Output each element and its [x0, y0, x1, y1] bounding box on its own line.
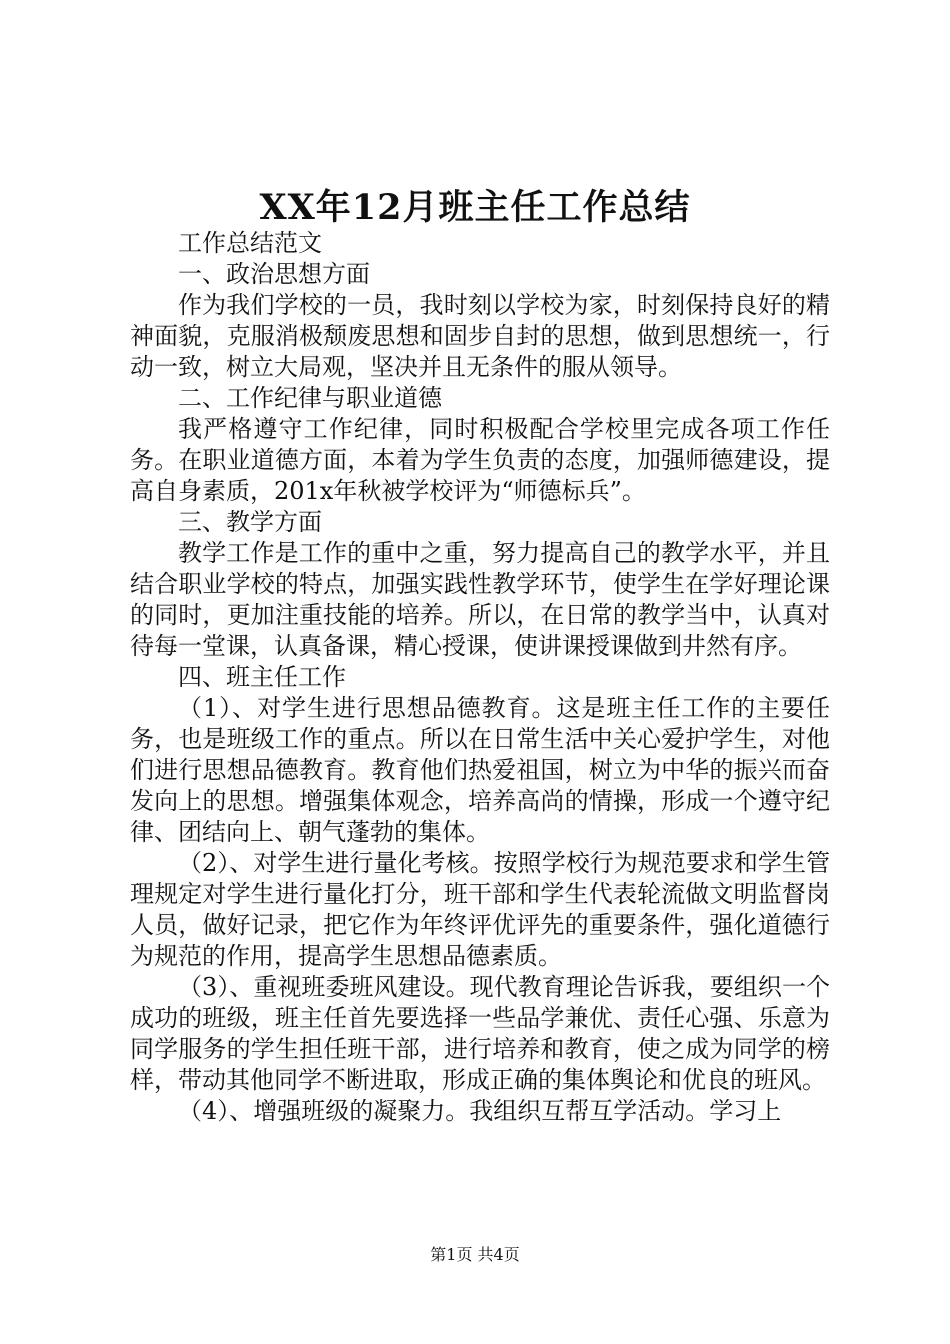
paragraph-politics: 作为我们学校的一员，我时刻以学校为家，时刻保持良好的精神面貌，克服消极颓废思想和固步自封的思想，做到思想统一，行动一致，树立大局观，坚决并且无条件的服从领导。	[130, 291, 830, 381]
paragraph-teaching: 教学工作是工作的重中之重，努力提高自己的教学水平，并且结合职业学校的特点，加强实践性教学环节，使学生在学好理论课的同时，更加注重技能的培养。所以，在日常的教学当中，认真对待每一堂课，认真备课，精心授课，使讲课授课做到井然有序。	[130, 539, 830, 660]
section-heading-discipline: 二、工作纪律与职业道德	[178, 384, 442, 412]
paragraph-item-3: （3）、重视班委班风建设。现代教育理论告诉我，要组织一个成功的班级，班主任首先要选择一些品学兼优、责任心强、乐意为同学服务的学生担任班干部，进行培养和教育，使之成为同学的榜样，带动其他同学不断进取，形成正确的集体舆论和优良的班风。	[130, 973, 830, 1094]
paragraph-item-2: （2）、对学生进行量化考核。按照学校行为规范要求和学生管理规定对学生进行量化打分，班干部和学生代表轮流做文明监督岗人员，做好记录，把它作为年终评优评先的重要条件，强化道德行为规范的作用，提高学生思想品德素质。	[130, 849, 830, 970]
section-heading-teaching: 三、教学方面	[178, 508, 322, 536]
paragraph-item-4: （4）、增强班级的凝聚力。我组织互帮互学活动。学习上	[178, 1097, 782, 1125]
paragraph-item-1: （1）、对学生进行思想品德教育。这是班主任工作的主要任务，也是班级工作的重点。所以在日常生活中关心爱护学生，对他们进行思想品德教育。教育他们热爱祖国，树立为中华的振兴而奋发向上的思想。增强集体观念，培养高尚的情操，形成一个遵守纪律、团结向上、朝气蓬勃的集体。	[130, 694, 830, 846]
section-heading-head-teacher: 四、班主任工作	[178, 663, 346, 691]
document-title: XX年12月班主任工作总结	[259, 187, 691, 228]
section-heading-politics: 一、政治思想方面	[178, 260, 370, 288]
paragraph-intro: 工作总结范文	[178, 229, 322, 257]
document-body	[130, 228, 830, 1127]
paragraph-discipline: 我严格遵守工作纪律，同时积极配合学校里完成各项工作任务。在职业道德方面，本着为学生负责的态度，加强师德建设，提高自身素质，201x年秋被学校评为“师德标兵”。	[130, 415, 830, 505]
page-footer: 第1页 共4页	[430, 1245, 520, 1264]
